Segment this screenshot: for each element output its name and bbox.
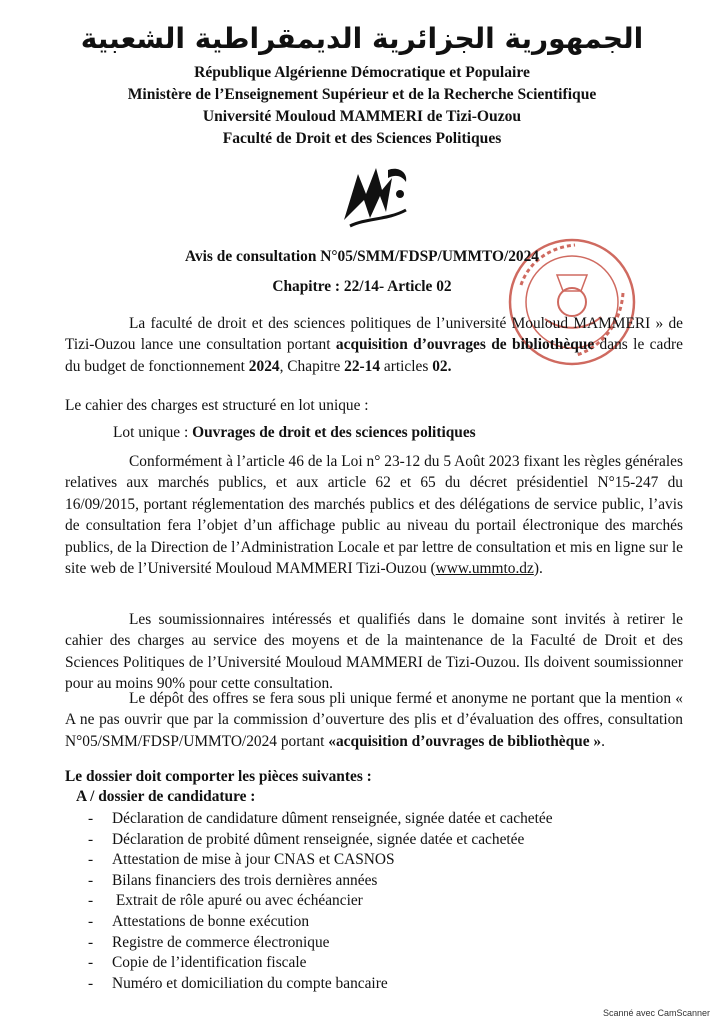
arabic-header: الجمهورية الجزائرية الديمقراطية الشعبية: [80, 22, 644, 55]
list-item: - Déclaration de candidature dûment renseignée, signée datée et cachetée: [88, 809, 553, 830]
intro-text-4: articles: [380, 357, 433, 375]
list-dash: -: [88, 912, 94, 930]
intro-subject: acquisition d’ouvrages de bibliothèque: [335, 336, 595, 354]
scanner-watermark: Scanné avec CamScanner: [602, 1008, 710, 1018]
header-faculty: Faculté de Droit et des Sciences Politiques: [222, 130, 502, 147]
header-ministry: Ministère de l’Enseignement Supérieur et de la Recherche Scientifique: [127, 86, 597, 103]
paragraph-deposit: [65, 688, 683, 752]
chapter-line: Chapitre : 22/14- Article 02: [272, 278, 452, 295]
paragraph-bidders: Les soumissionnaires intéressés et qualifiés dans le domaine sont invités à retirer le cahier des charges au service des moyens et de la maintenance de la Faculté de Droit et des Sciences Politiques de l’Université Mouloud MAMMERI de Tizi-Ouzou. Ils doivent soumissionner pour au moins 90% pour cette consultation.: [65, 611, 683, 693]
paragraph-intro: [65, 313, 683, 377]
list-item: - Bilans financiers des trois dernières années: [88, 871, 553, 892]
list-dash: -: [88, 954, 94, 972]
header-university: Université Mouloud MAMMERI de Tizi-Ouzou: [202, 108, 522, 125]
header-republic: République Algérienne Démocratique et Populaire: [194, 64, 530, 81]
paragraph-regulation: [65, 451, 683, 579]
deposit-text: Le dépôt des offres se fera sous pli unique fermé et anonyme ne portant que la mention « A ne pas ouvrir que par la commission d’ouverture des plis et d’évaluation des offres, consultation N°05/SMM/FDSP/UMMTO/2024 portant: [65, 690, 683, 750]
intro-text-3: , Chapitre: [279, 357, 345, 375]
list-item: - Déclaration de probité dûment renseignée, signée datée et cachetée: [88, 830, 553, 851]
list-dash: -: [88, 974, 94, 992]
deposit-subject: «acquisition d’ouvrages de bibliothèque »: [328, 732, 602, 750]
documents-list: [88, 809, 553, 994]
list-item: - Numéro et domiciliation du compte bancaire: [88, 974, 553, 995]
lot-label: Lot unique :: [113, 424, 193, 441]
lot-value: Ouvrages de droit et des sciences politiques: [192, 424, 476, 441]
deposit-end: .: [601, 732, 605, 750]
lot-line: [113, 424, 476, 442]
list-item: - Extrait de rôle apuré ou avec échéancier: [88, 891, 553, 912]
website-link[interactable]: www.ummto.dz: [435, 560, 534, 578]
list-item: - Copie de l’identification fiscale: [88, 953, 553, 974]
list-item: - Attestation de mise à jour CNAS et CASNOS: [88, 850, 553, 871]
regulation-text: Conformément à l’article 46 de la Loi n° 23-12 du 5 Août 2023 fixant les règles générales relatives aux marchés publics, et aux article 62 et 65 du décret présidentiel N°15-247 du 16/09/2015, portant réglementation des marchés publics et des délégations de service public, l’avis de consultation fera l’objet d’un affichage public au niveau du portail électronique des marchés publics, de la Direction de l’Administration Locale et par lettre de consultation et mis en ligne sur le site web de l’Université Mouloud MAMMERI Tizi-Ouzou (: [65, 453, 683, 578]
list-dash: -: [88, 892, 94, 910]
regulation-end: ).: [533, 560, 543, 578]
intro-year: 2024: [248, 357, 280, 375]
list-dash: -: [88, 933, 94, 951]
list-dash: -: [88, 830, 94, 848]
university-logo: [336, 160, 414, 230]
intro-text-2: dans le cadre du budget de fonctionnement: [65, 336, 683, 375]
list-dash: -: [88, 810, 94, 827]
intro-text: La faculté de droit et des sciences politiques de l’université Mouloud MAMMERI » de Tizi-Ouzou lance une consultation portant: [65, 315, 683, 354]
list-item: - Registre de commerce électronique: [88, 933, 553, 954]
section-a-title: A / dossier de candidature :: [76, 788, 256, 805]
list-item: - Attestations de bonne exécution: [88, 912, 553, 933]
structure-line: Le cahier des charges est structuré en lot unique :: [65, 397, 369, 414]
intro-chapter: 22-14: [344, 357, 381, 375]
list-dash: -: [88, 871, 94, 889]
notice-title: Avis de consultation N°05/SMM/FDSP/UMMTO/2024: [184, 248, 539, 265]
list-dash: -: [88, 851, 94, 869]
dossier-title: Le dossier doit comporter les pièces suivantes :: [65, 768, 372, 785]
intro-articles: 02.: [432, 357, 452, 375]
